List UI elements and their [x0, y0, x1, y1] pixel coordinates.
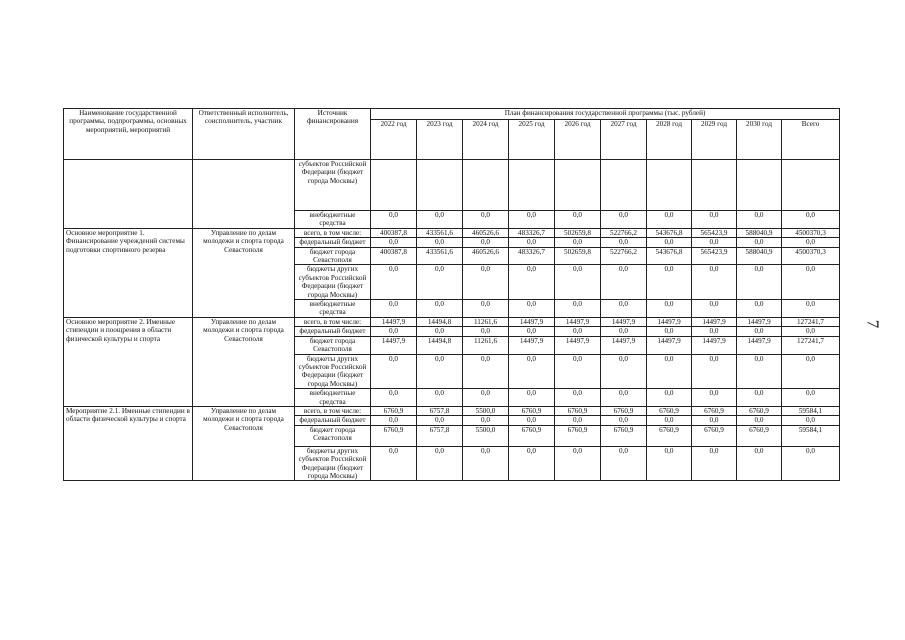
value-cell: 14497,9: [601, 317, 647, 326]
value-cell: 0,0: [737, 238, 782, 247]
value-cell: 14497,9: [647, 317, 692, 326]
value-cell: 0,0: [371, 416, 417, 425]
value-cell: 6760,9: [371, 406, 417, 415]
value-cell: 6760,9: [737, 406, 782, 415]
source-cell: субъектов Российской Федерации (бюджет города Москвы): [295, 160, 371, 211]
year-header: 2029 год: [692, 120, 737, 160]
value-cell: 0,0: [509, 327, 555, 336]
value-cell: 11261,6: [463, 317, 509, 326]
value-cell: 0,0: [737, 354, 782, 389]
value-cell: 0,0: [782, 354, 840, 389]
value-cell: 0,0: [692, 238, 737, 247]
value-cell: 11261,6: [463, 336, 509, 354]
value-cell: 6760,9: [509, 425, 555, 446]
value-cell: 0,0: [737, 446, 782, 481]
source-cell: федеральный бюджет: [295, 416, 371, 425]
value-cell: 433561,6: [417, 228, 463, 237]
value-cell: 0,0: [555, 389, 601, 407]
value-cell: 14497,9: [601, 336, 647, 354]
value-cell: 0,0: [509, 389, 555, 407]
value-cell: 433561,6: [417, 247, 463, 265]
value-cell: 0,0: [601, 211, 647, 229]
source-cell: федеральный бюджет: [295, 327, 371, 336]
value-cell: 0,0: [647, 446, 692, 481]
value-cell: 59584,1: [782, 406, 840, 415]
value-cell: 6760,9: [601, 406, 647, 415]
value-cell: 0,0: [737, 389, 782, 407]
value-cell: 6760,9: [692, 406, 737, 415]
value-cell: 0,0: [692, 446, 737, 481]
value-cell: 0,0: [692, 300, 737, 318]
value-cell: 0,0: [555, 238, 601, 247]
source-cell: федеральный бюджет: [295, 238, 371, 247]
value-cell: 0,0: [692, 327, 737, 336]
value-cell: 0,0: [509, 446, 555, 481]
value-cell: 14494,8: [417, 336, 463, 354]
source-cell: всего, в том числе:: [295, 317, 371, 326]
value-cell: 0,0: [417, 300, 463, 318]
value-cell: 0,0: [555, 416, 601, 425]
continued-responsible-cell: [193, 160, 295, 229]
value-cell: 522766,2: [601, 247, 647, 265]
value-cell: 0,0: [692, 211, 737, 229]
value-cell: 0,0: [509, 416, 555, 425]
value-cell: 0,0: [782, 300, 840, 318]
source-cell: всего, в том числе:: [295, 406, 371, 415]
value-cell: 0,0: [647, 389, 692, 407]
value-cell: 460526,6: [463, 228, 509, 237]
source-cell: бюджет города Севастополя: [295, 336, 371, 354]
value-cell: 0,0: [371, 354, 417, 389]
value-cell: 502659,8: [555, 247, 601, 265]
value-cell: 6760,9: [509, 406, 555, 415]
value-cell: 14497,9: [509, 336, 555, 354]
value-cell: 400387,8: [371, 228, 417, 237]
value-cell: 0,0: [555, 354, 601, 389]
value-cell: 0,0: [463, 238, 509, 247]
value-cell: 0,0: [509, 265, 555, 300]
value-cell: 400387,8: [371, 247, 417, 265]
value-cell: 5500,0: [463, 406, 509, 415]
value-cell: 0,0: [463, 446, 509, 481]
value-cell: 6760,9: [647, 406, 692, 415]
year-header: 2027 год: [601, 120, 647, 160]
value-cell: 543676,8: [647, 247, 692, 265]
value-cell: 0,0: [371, 238, 417, 247]
value-cell: 565423,9: [692, 228, 737, 237]
source-cell: бюджеты других субъектов Российской Федерации (бюджет города Москвы): [295, 446, 371, 481]
value-cell: 4500370,3: [782, 228, 840, 237]
value-cell: 0,0: [737, 327, 782, 336]
value-cell: 483326,7: [509, 247, 555, 265]
value-cell: 0,0: [782, 211, 840, 229]
value-cell: 6760,9: [555, 425, 601, 446]
value-cell: 0,0: [692, 416, 737, 425]
value-cell: 4500370,3: [782, 247, 840, 265]
header-name: Наименование государственной программы, подпрограммы, основных мероприятий, мероприятий: [64, 109, 193, 160]
financing-table: [63, 108, 840, 481]
value-cell: 0,0: [509, 211, 555, 229]
table-row: [64, 228, 840, 237]
value-cell: 0,0: [647, 265, 692, 300]
value-cell: 0,0: [647, 300, 692, 318]
value-cell: 0,0: [692, 265, 737, 300]
value-cell: 0,0: [737, 265, 782, 300]
value-cell: 0,0: [509, 238, 555, 247]
page-number: 7: [863, 319, 883, 329]
source-cell: внебюджетные средства: [295, 211, 371, 229]
value-cell: 0,0: [371, 211, 417, 229]
value-cell: 0,0: [417, 211, 463, 229]
value-cell: 14497,9: [555, 317, 601, 326]
year-header: 2030 год: [737, 120, 782, 160]
value-cell: 0,0: [371, 446, 417, 481]
year-header: 2026 год: [555, 120, 601, 160]
value-cell: 502659,8: [555, 228, 601, 237]
value-cell: 0,0: [782, 327, 840, 336]
value-cell: 14497,9: [371, 336, 417, 354]
source-cell: внебюджетные средства: [295, 389, 371, 407]
value-cell: 0,0: [417, 265, 463, 300]
value-cell: 14497,9: [647, 336, 692, 354]
value-cell: 14497,9: [692, 317, 737, 326]
value-cell: 0,0: [647, 238, 692, 247]
value-cell: 0,0: [601, 354, 647, 389]
value-cell: 0,0: [782, 389, 840, 407]
source-cell: бюджет города Севастополя: [295, 247, 371, 265]
value-cell: 0,0: [601, 265, 647, 300]
value-cell: 6760,9: [555, 406, 601, 415]
value-cell: 0,0: [601, 416, 647, 425]
value-cell: 6760,9: [737, 425, 782, 446]
value-cell: 0,0: [782, 238, 840, 247]
year-header: 2022 год: [371, 120, 417, 160]
value-cell: 0,0: [692, 389, 737, 407]
value-cell: 14494,8: [417, 317, 463, 326]
source-cell: бюджет города Севастополя: [295, 425, 371, 446]
value-cell: 6760,9: [647, 425, 692, 446]
value-cell: 6757,8: [417, 406, 463, 415]
year-header: 2024 год: [463, 120, 509, 160]
value-cell: 0,0: [417, 327, 463, 336]
value-cell: 6760,9: [371, 425, 417, 446]
program-name: Основное мероприятие 2. Именные стипендии и поощрения в области физической культуры и спорта: [64, 317, 193, 406]
value-cell: 0,0: [417, 416, 463, 425]
value-cell: 6760,9: [601, 425, 647, 446]
value-cell: 0,0: [601, 327, 647, 336]
value-cell: 0,0: [463, 416, 509, 425]
year-header: 2025 год: [509, 120, 555, 160]
value-cell: 0,0: [463, 327, 509, 336]
table-header-row: [64, 109, 840, 120]
value-cell: 0,0: [463, 211, 509, 229]
table-row: [64, 406, 840, 415]
value-cell: 588040,9: [737, 247, 782, 265]
value-cell: 0,0: [647, 354, 692, 389]
value-cell: 0,0: [601, 238, 647, 247]
value-cell: 588040,9: [737, 228, 782, 237]
source-cell: бюджеты других субъектов Российской Федерации (бюджет города Москвы): [295, 354, 371, 389]
value-cell: 0,0: [555, 300, 601, 318]
value-cell: 0,0: [371, 265, 417, 300]
value-cell: 0,0: [692, 354, 737, 389]
value-cell: 0,0: [601, 389, 647, 407]
year-header: Всего: [782, 120, 840, 160]
value-cell: 0,0: [509, 354, 555, 389]
value-cell: 6757,8: [417, 425, 463, 446]
value-cell: 14497,9: [692, 336, 737, 354]
value-cell: 0,0: [737, 416, 782, 425]
value-cell: 0,0: [782, 446, 840, 481]
responsible-name: Управление по делам молодежи и спорта города Севастополя: [193, 317, 295, 406]
value-cell: 59584,1: [782, 425, 840, 446]
header-plan-title: План финансирования государственной программы (тыс. рублей): [371, 109, 840, 120]
value-cell: 0,0: [555, 446, 601, 481]
source-cell: внебюджетные средства: [295, 300, 371, 318]
value-cell: 483326,7: [509, 228, 555, 237]
value-cell: 0,0: [782, 265, 840, 300]
value-cell: 127241,7: [782, 336, 840, 354]
value-cell: 0,0: [555, 265, 601, 300]
value-cell: 0,0: [737, 211, 782, 229]
program-name: Мероприятие 2.1. Именные стипендии в области физической культуры и спорта: [64, 406, 193, 480]
table-row: [64, 160, 840, 211]
value-cell: 0,0: [371, 327, 417, 336]
value-cell: 14497,9: [371, 317, 417, 326]
value-cell: 127241,7: [782, 317, 840, 326]
value-cell: 0,0: [463, 265, 509, 300]
value-cell: 14497,9: [737, 317, 782, 326]
value-cell: 0,0: [371, 300, 417, 318]
table-row: [64, 317, 840, 326]
value-cell: 0,0: [601, 446, 647, 481]
value-cell: 0,0: [509, 300, 555, 318]
responsible-name: Управление по делам молодежи и спорта города Севастополя: [193, 228, 295, 317]
value-cell: 0,0: [417, 389, 463, 407]
value-cell: 522766,2: [601, 228, 647, 237]
value-cell: 0,0: [417, 446, 463, 481]
program-name: Основное мероприятие 1. Финансирование учреждений системы подготовки спортивного резерва: [64, 228, 193, 317]
value-cell: 0,0: [463, 354, 509, 389]
value-cell: 0,0: [601, 300, 647, 318]
value-cell: 0,0: [555, 327, 601, 336]
year-header: 2023 год: [417, 120, 463, 160]
value-cell: 6760,9: [692, 425, 737, 446]
responsible-name: Управление по делам молодежи и спорта города Севастополя: [193, 406, 295, 480]
source-cell: всего, в том числе:: [295, 228, 371, 237]
value-cell: 0,0: [417, 354, 463, 389]
value-cell: 0,0: [737, 300, 782, 318]
value-cell: 543676,8: [647, 228, 692, 237]
value-cell: 0,0: [647, 327, 692, 336]
value-cell: 14497,9: [737, 336, 782, 354]
value-cell: 0,0: [647, 416, 692, 425]
year-header: 2028 год: [647, 120, 692, 160]
value-cell: 0,0: [555, 211, 601, 229]
value-cell: 0,0: [463, 389, 509, 407]
value-cell: 0,0: [463, 300, 509, 318]
value-cell: 14497,9: [555, 336, 601, 354]
value-cell: 565423,9: [692, 247, 737, 265]
value-cell: 0,0: [782, 416, 840, 425]
source-cell: бюджеты других субъектов Российской Федерации (бюджет города Москвы): [295, 265, 371, 300]
value-cell: 5500,0: [463, 425, 509, 446]
header-source: Источник финансирования: [295, 109, 371, 160]
value-cell: 0,0: [371, 389, 417, 407]
value-cell: 0,0: [647, 211, 692, 229]
continued-name-cell: [64, 160, 193, 229]
header-responsible: Ответственный исполнитель, соисполнитель, участник: [193, 109, 295, 160]
value-cell: 460526,6: [463, 247, 509, 265]
value-cell: 0,0: [417, 238, 463, 247]
value-cell: 14497,9: [509, 317, 555, 326]
